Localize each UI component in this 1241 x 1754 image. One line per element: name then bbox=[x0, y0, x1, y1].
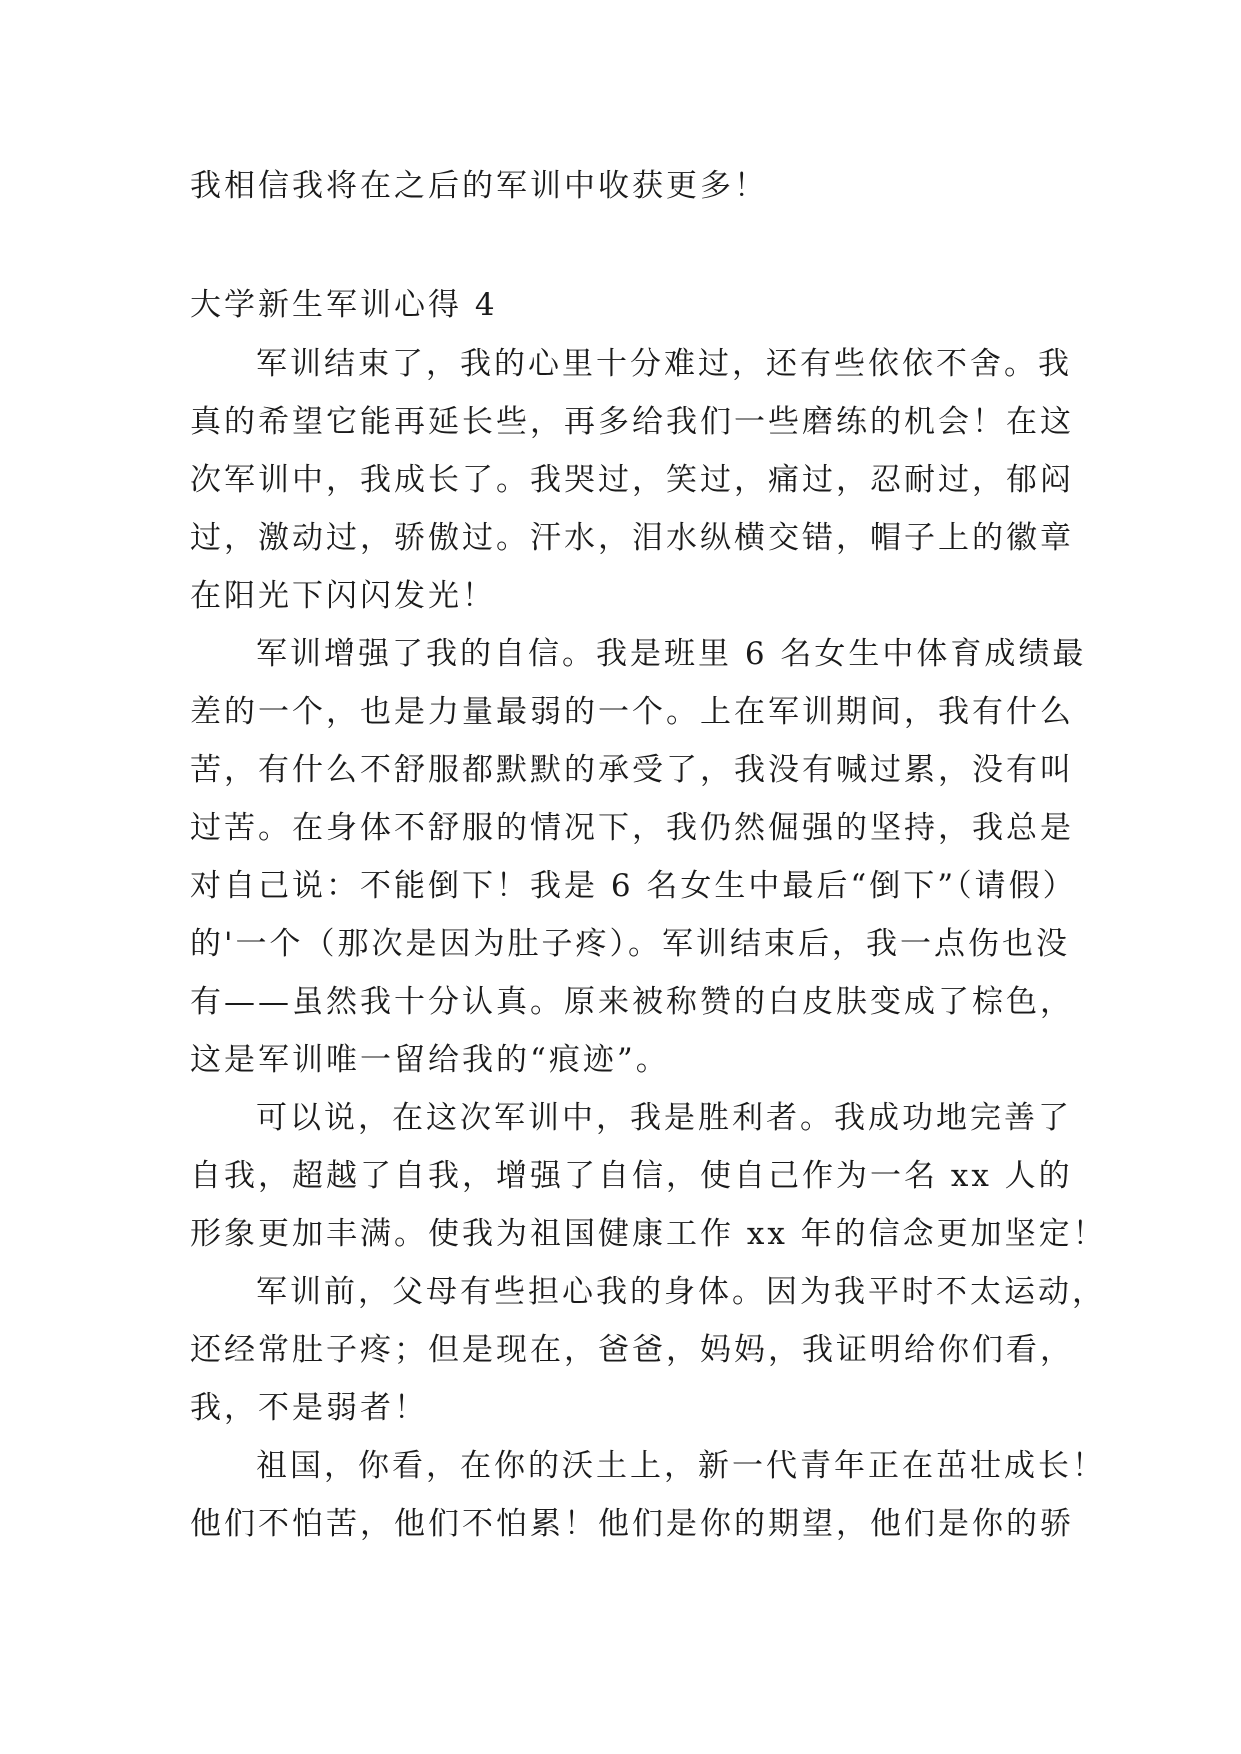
text-line: 祖国，你看，在你的沃土上，新一代青年正在茁壮成长！ bbox=[256, 1448, 1106, 1484]
text-line: 军训结束了，我的心里十分难过，还有些依依不舍。我 bbox=[256, 346, 1072, 382]
text-line: 差的一个，也是力量最弱的一个。上在军训期间，我有什么 bbox=[190, 694, 1074, 730]
closing-line bbox=[190, 157, 1050, 215]
text-line: 有——虽然我十分认真。原来被称赞的白皮肤变成了棕色， bbox=[190, 984, 1074, 1020]
text-line: 他们不怕苦，他们不怕累！他们是你的期望，他们是你的骄 bbox=[190, 1506, 1074, 1542]
text-line: 次军训中，我成长了。我哭过，笑过，痛过，忍耐过，郁闷 bbox=[190, 462, 1074, 498]
paragraph bbox=[190, 1263, 1106, 1437]
paragraph bbox=[190, 625, 1087, 1089]
text-line: 这是军训唯一留给我的“痕迹”。 bbox=[190, 1042, 670, 1078]
text-line: 苦，有什么不舒服都默默的承受了，我没有喊过累，没有叫 bbox=[190, 752, 1074, 788]
text-line: 形象更加丰满。使我为祖国健康工作 xx 年的信念更加坚定！ bbox=[190, 1216, 1107, 1252]
text-line: 我，不是弱者！ bbox=[190, 1390, 428, 1426]
text-line: 的'一个（那次是因为肚子疼）。军训结束后，我一点伤也没 bbox=[190, 926, 1071, 962]
text-line: 可以说，在这次军训中，我是胜利者。我成功地完善了 bbox=[256, 1100, 1072, 1136]
text-line: 真的希望它能再延长些，再多给我们一些磨练的机会！在这 bbox=[190, 404, 1074, 440]
paragraph bbox=[190, 335, 1074, 625]
body-text bbox=[190, 335, 1107, 1553]
text-line: 在阳光下闪闪发光！ bbox=[190, 578, 496, 614]
text-line: 自我，超越了自我，增强了自信，使自己作为一名 xx 人的 bbox=[190, 1158, 1073, 1194]
paragraph bbox=[190, 1089, 1107, 1263]
paragraph bbox=[190, 1437, 1106, 1553]
text-line: 军训前，父母有些担心我的身体。因为我平时不太运动， bbox=[256, 1274, 1106, 1310]
text-line: 过苦。在身体不舒服的情况下，我仍然倔强的坚持，我总是 bbox=[190, 810, 1074, 846]
text-line: 军训增强了我的自信。我是班里 6 名女生中体育成绩最 bbox=[256, 636, 1087, 672]
text-line: 还经常肚子疼；但是现在，爸爸，妈妈，我证明给你们看， bbox=[190, 1332, 1074, 1368]
text-line: 我相信我将在之后的军训中收获更多！ bbox=[190, 168, 768, 204]
section-title bbox=[190, 276, 1050, 334]
section-heading: 大学新生军训心得 4 bbox=[190, 287, 498, 323]
text-line: 过，激动过，骄傲过。汗水，泪水纵横交错，帽子上的徽章 bbox=[190, 520, 1074, 556]
text-line: 对自己说：不能倒下！我是 6 名女生中最后“倒下”（请假） bbox=[190, 868, 1077, 904]
